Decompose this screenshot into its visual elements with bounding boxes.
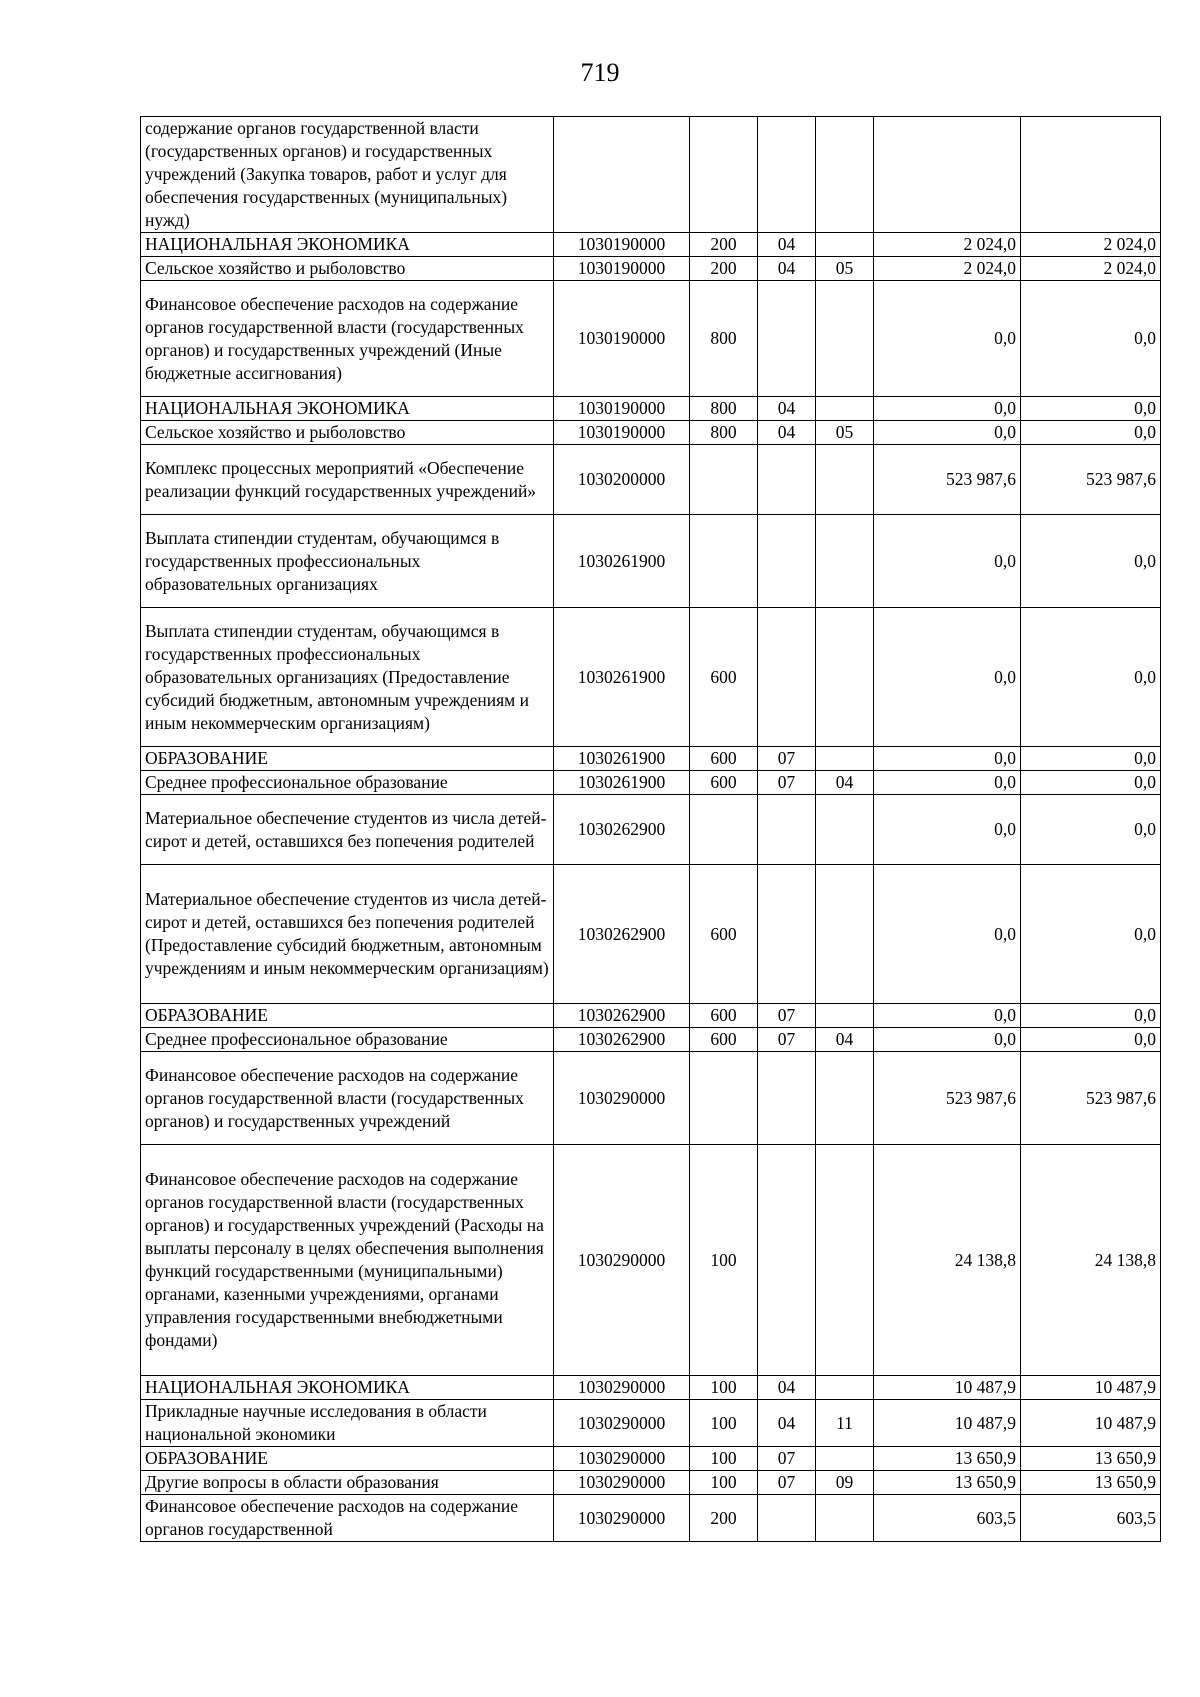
expense-type-cell: 200 [690,1495,758,1542]
table-row [141,515,1161,608]
section-cell: 04 [758,421,816,445]
amount-2-cell: 0,0 [1021,795,1161,865]
table-row [141,608,1161,747]
section-cell: 07 [758,1004,816,1028]
subsection-cell [816,1495,874,1542]
amount-1-cell: 0,0 [874,515,1021,608]
subsection-cell: 09 [816,1471,874,1495]
section-cell: 07 [758,747,816,771]
subsection-cell [816,117,874,233]
amount-2-cell: 24 138,8 [1021,1145,1161,1376]
subsection-cell [816,233,874,257]
row-name-cell: НАЦИОНАЛЬНАЯ ЭКОНОМИКА [141,397,554,421]
amount-1-cell: 13 650,9 [874,1471,1021,1495]
row-name-cell: Сельское хозяйство и рыболовство [141,421,554,445]
table-row [141,1471,1161,1495]
subsection-cell: 05 [816,257,874,281]
expense-type-cell [690,515,758,608]
table-row [141,257,1161,281]
expense-type-cell: 100 [690,1471,758,1495]
table-row [141,1376,1161,1400]
section-cell [758,795,816,865]
expense-type-cell: 800 [690,421,758,445]
target-code-cell: 1030190000 [554,257,690,281]
subsection-cell [816,445,874,515]
amount-2-cell: 0,0 [1021,1028,1161,1052]
amount-2-cell: 10 487,9 [1021,1400,1161,1447]
expense-type-cell: 100 [690,1145,758,1376]
amount-1-cell: 0,0 [874,397,1021,421]
amount-2-cell: 0,0 [1021,608,1161,747]
amount-1-cell: 0,0 [874,771,1021,795]
amount-1-cell: 0,0 [874,281,1021,397]
target-code-cell: 1030290000 [554,1052,690,1145]
target-code-cell: 1030290000 [554,1376,690,1400]
section-cell [758,281,816,397]
row-name-cell: Прикладные научные исследования в области национальной экономики [141,1400,554,1447]
row-name-cell: НАЦИОНАЛЬНАЯ ЭКОНОМИКА [141,1376,554,1400]
subsection-cell [816,608,874,747]
table-row [141,1400,1161,1447]
row-name-cell: содержание органов государственной власти (государственных органов) и государственных учреждений (Закупка товаров, работ и услуг для обеспечения государственных (муниципальных) нужд) [141,117,554,233]
section-cell: 04 [758,397,816,421]
amount-2-cell: 0,0 [1021,281,1161,397]
row-name-cell: Среднее профессиональное образование [141,1028,554,1052]
amount-2-cell: 2 024,0 [1021,233,1161,257]
subsection-cell [816,747,874,771]
expense-type-cell: 800 [690,281,758,397]
target-code-cell: 1030290000 [554,1145,690,1376]
table-row [141,865,1161,1004]
row-name-cell: ОБРАЗОВАНИЕ [141,1004,554,1028]
row-name-cell: Финансовое обеспечение расходов на содержание органов государственной власти (государственных органов) и государственных учреждений [141,1052,554,1145]
amount-1-cell: 0,0 [874,747,1021,771]
amount-1-cell: 10 487,9 [874,1376,1021,1400]
expense-type-cell: 200 [690,233,758,257]
table-row [141,795,1161,865]
subsection-cell: 05 [816,421,874,445]
row-name-cell: ОБРАЗОВАНИЕ [141,747,554,771]
subsection-cell [816,1052,874,1145]
expense-type-cell: 100 [690,1376,758,1400]
amount-1-cell: 523 987,6 [874,445,1021,515]
amount-1-cell: 13 650,9 [874,1447,1021,1471]
target-code-cell: 1030262900 [554,865,690,1004]
subsection-cell [816,865,874,1004]
subsection-cell: 11 [816,1400,874,1447]
subsection-cell [816,515,874,608]
amount-1-cell: 2 024,0 [874,257,1021,281]
expense-type-cell [690,1052,758,1145]
amount-2-cell: 0,0 [1021,421,1161,445]
amount-2-cell [1021,117,1161,233]
amount-2-cell: 0,0 [1021,1004,1161,1028]
target-code-cell: 1030190000 [554,421,690,445]
amount-1-cell: 10 487,9 [874,1400,1021,1447]
amount-1-cell: 0,0 [874,795,1021,865]
expense-type-cell: 600 [690,865,758,1004]
row-name-cell: Другие вопросы в области образования [141,1471,554,1495]
table-row [141,117,1161,233]
target-code-cell: 1030290000 [554,1471,690,1495]
amount-1-cell: 0,0 [874,1004,1021,1028]
expense-type-cell: 200 [690,257,758,281]
expense-type-cell [690,117,758,233]
amount-1-cell: 2 024,0 [874,233,1021,257]
subsection-cell: 04 [816,1028,874,1052]
row-name-cell: Материальное обеспечение студентов из числа детей-сирот и детей, оставшихся без попечения родителей [141,795,554,865]
amount-1-cell [874,117,1021,233]
section-cell: 07 [758,1028,816,1052]
table-row [141,233,1161,257]
subsection-cell [816,795,874,865]
amount-2-cell: 523 987,6 [1021,445,1161,515]
target-code-cell: 1030200000 [554,445,690,515]
section-cell [758,608,816,747]
target-code-cell: 1030261900 [554,608,690,747]
amount-1-cell: 24 138,8 [874,1145,1021,1376]
subsection-cell [816,1447,874,1471]
section-cell: 07 [758,1471,816,1495]
row-name-cell: Сельское хозяйство и рыболовство [141,257,554,281]
table-row [141,1495,1161,1542]
table-row [141,1145,1161,1376]
subsection-cell: 04 [816,771,874,795]
amount-2-cell: 603,5 [1021,1495,1161,1542]
table-row [141,421,1161,445]
target-code-cell: 1030262900 [554,1028,690,1052]
budget-table [140,116,1161,1542]
expense-type-cell: 800 [690,397,758,421]
amount-2-cell: 2 024,0 [1021,257,1161,281]
expense-type-cell: 600 [690,1028,758,1052]
row-name-cell: ОБРАЗОВАНИЕ [141,1447,554,1471]
target-code-cell: 1030261900 [554,515,690,608]
section-cell: 04 [758,1400,816,1447]
expense-type-cell [690,445,758,515]
section-cell [758,445,816,515]
target-code-cell: 1030190000 [554,397,690,421]
subsection-cell [816,281,874,397]
row-name-cell: Выплата стипендии студентам, обучающимся в государственных профессиональных образовательных организациях (Предоставление субсидий бюджетным, автономным учреждениям и иным некоммерческим организациям) [141,608,554,747]
table-row [141,281,1161,397]
expense-type-cell: 100 [690,1400,758,1447]
amount-2-cell: 10 487,9 [1021,1376,1161,1400]
amount-1-cell: 0,0 [874,421,1021,445]
table-row [141,1447,1161,1471]
subsection-cell [816,1145,874,1376]
amount-2-cell: 0,0 [1021,397,1161,421]
amount-2-cell: 0,0 [1021,515,1161,608]
amount-1-cell: 0,0 [874,865,1021,1004]
expense-type-cell: 600 [690,771,758,795]
expense-type-cell: 600 [690,608,758,747]
section-cell [758,865,816,1004]
target-code-cell: 1030290000 [554,1495,690,1542]
section-cell [758,1052,816,1145]
expense-type-cell: 600 [690,747,758,771]
row-name-cell: Комплекс процессных мероприятий «Обеспечение реализации функций государственных учреждений» [141,445,554,515]
amount-1-cell: 0,0 [874,1028,1021,1052]
section-cell: 04 [758,257,816,281]
amount-2-cell: 523 987,6 [1021,1052,1161,1145]
row-name-cell: Среднее профессиональное образование [141,771,554,795]
section-cell: 07 [758,771,816,795]
section-cell: 07 [758,1447,816,1471]
table-row [141,1028,1161,1052]
table-row [141,445,1161,515]
row-name-cell: НАЦИОНАЛЬНАЯ ЭКОНОМИКА [141,233,554,257]
amount-1-cell: 523 987,6 [874,1052,1021,1145]
amount-2-cell: 0,0 [1021,865,1161,1004]
row-name-cell: Финансовое обеспечение расходов на содержание органов государственной власти (государственных органов) и государственных учреждений (Расходы на выплаты персоналу в целях обеспечения выполнения функций государственными (муниципальными) органами, казенными учреждениями, органами управления государственными внебюджетными фондами) [141,1145,554,1376]
page-number: 719 [580,58,620,87]
amount-1-cell: 0,0 [874,608,1021,747]
target-code-cell: 1030262900 [554,795,690,865]
table-row [141,397,1161,421]
row-name-cell: Материальное обеспечение студентов из числа детей-сирот и детей, оставшихся без попечения родителей (Предоставление субсидий бюджетным, автономным учреждениям и иным некоммерческим организациям) [141,865,554,1004]
amount-2-cell: 0,0 [1021,747,1161,771]
section-cell [758,1495,816,1542]
table-row [141,747,1161,771]
amount-2-cell: 0,0 [1021,771,1161,795]
table-row [141,1004,1161,1028]
subsection-cell [816,1004,874,1028]
target-code-cell: 1030290000 [554,1400,690,1447]
row-name-cell: Выплата стипендии студентам, обучающимся в государственных профессиональных образовательных организациях [141,515,554,608]
table-row [141,1052,1161,1145]
target-code-cell: 1030262900 [554,1004,690,1028]
section-cell [758,1145,816,1376]
target-code-cell [554,117,690,233]
expense-type-cell [690,795,758,865]
target-code-cell: 1030261900 [554,747,690,771]
subsection-cell [816,1376,874,1400]
target-code-cell: 1030261900 [554,771,690,795]
row-name-cell: Финансовое обеспечение расходов на содержание органов государственной власти (государственных органов) и государственных учреждений (Иные бюджетные ассигнования) [141,281,554,397]
section-cell [758,117,816,233]
section-cell [758,515,816,608]
subsection-cell [816,397,874,421]
table-row [141,771,1161,795]
target-code-cell: 1030290000 [554,1447,690,1471]
expense-type-cell: 100 [690,1447,758,1471]
expense-type-cell: 600 [690,1004,758,1028]
amount-2-cell: 13 650,9 [1021,1471,1161,1495]
target-code-cell: 1030190000 [554,233,690,257]
target-code-cell: 1030190000 [554,281,690,397]
section-cell: 04 [758,1376,816,1400]
amount-1-cell: 603,5 [874,1495,1021,1542]
section-cell: 04 [758,233,816,257]
row-name-cell: Финансовое обеспечение расходов на содержание органов государственной [141,1495,554,1542]
amount-2-cell: 13 650,9 [1021,1447,1161,1471]
